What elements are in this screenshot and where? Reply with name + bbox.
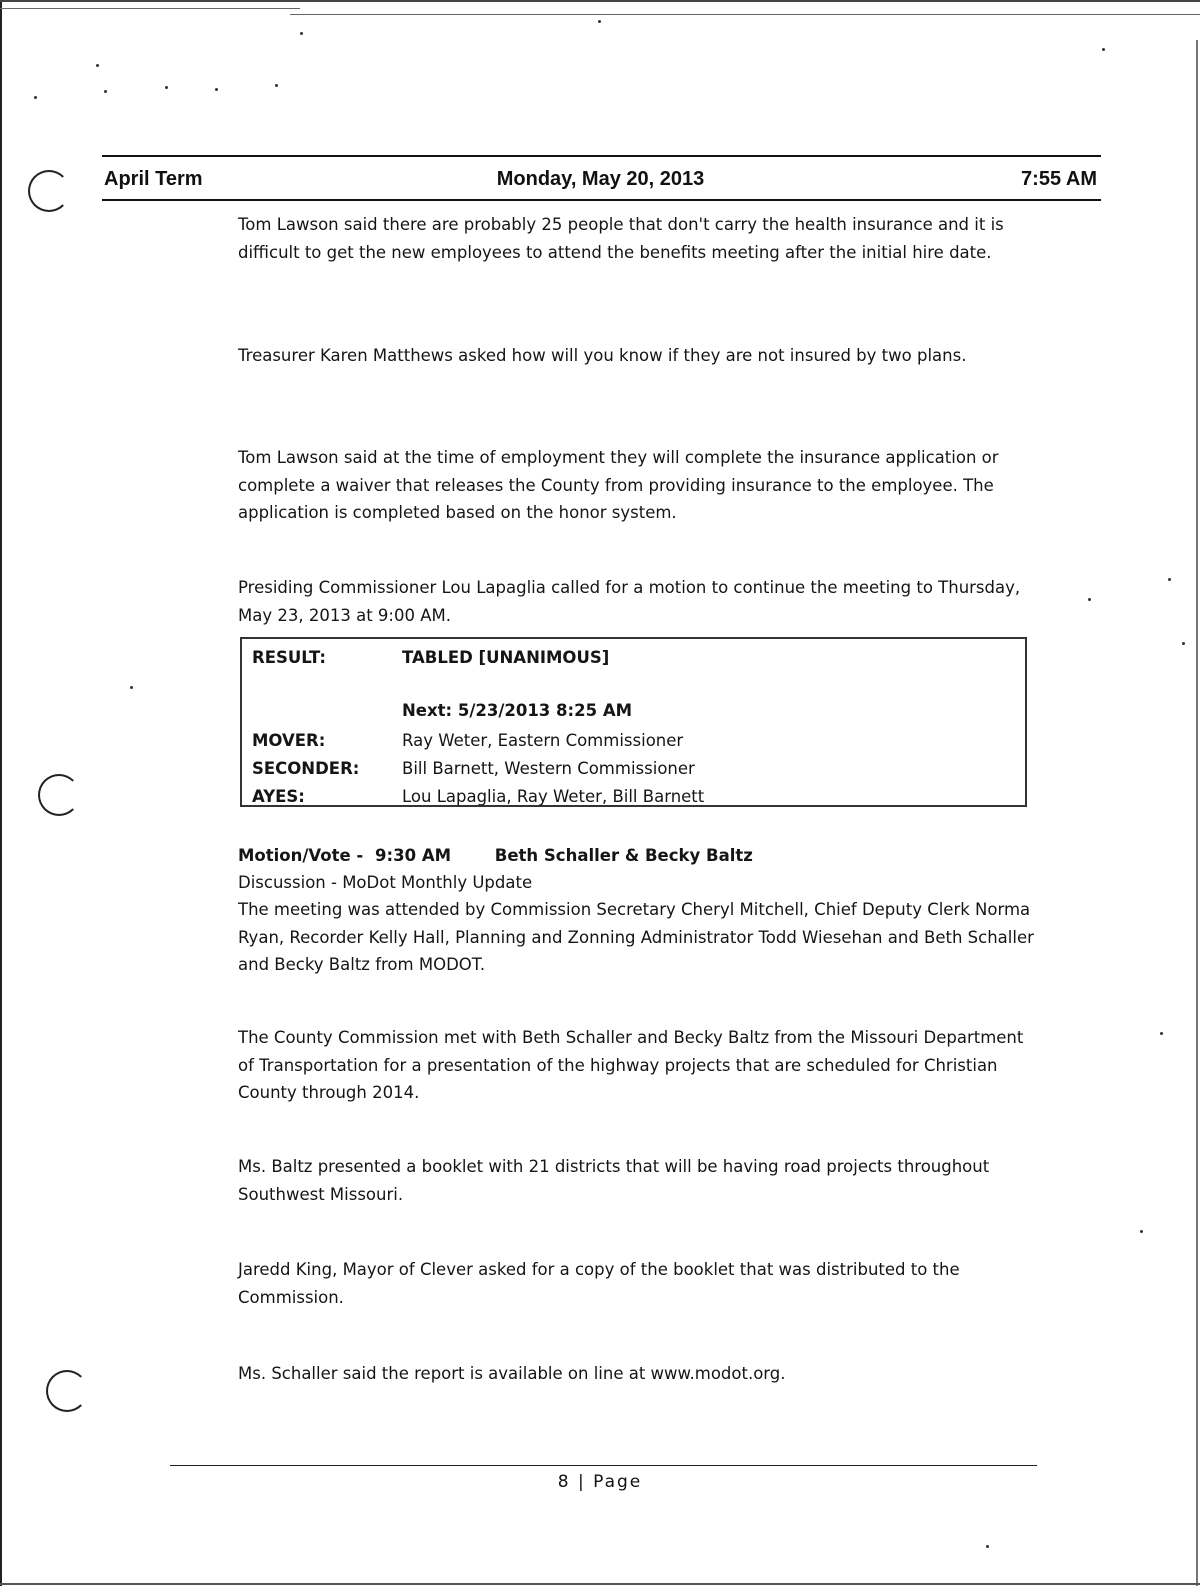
ayes-value: Lou Lapaglia, Ray Weter, Bill Barnett [402,787,705,806]
ayes-label: AYES: [252,787,305,806]
punch-hole-bottom [46,1370,88,1412]
scan-line [0,8,300,9]
paragraph-text: Treasurer Karen Matthews asked how will you know if they are not insured by two plans. [238,346,967,365]
scan-speck [1102,48,1105,51]
paragraph [238,574,1038,629]
scan-speck [300,32,303,35]
footer-rule [170,1465,1037,1466]
paragraph-text: The meeting was attended by Commission Secretary Cheryl Mitchell, Chief Deputy Clerk Norma Ryan, Recorder Kelly Hall, Planning and Zonning Administrator Todd Wiesehan and Beth Schaller and Becky Baltz from MODOT. [238,900,1034,974]
mover-label: MOVER: [252,731,326,750]
paragraph-text: Ms. Schaller said the report is available on line at www.modot.org. [238,1364,786,1383]
header-date: Monday, May 20, 2013 [496,168,705,190]
scan-border-right [1196,40,1198,1586]
scan-speck [1140,1230,1143,1233]
paragraph [238,896,1038,979]
scan-speck [34,96,37,99]
punch-hole-middle [38,774,80,816]
scan-speck [598,20,601,23]
paragraph-text: The County Commission met with Beth Schaller and Becky Baltz from the Missouri Department of Transportation for a presentation of the highway projects that are scheduled for Christian County through 2014. [238,1028,1024,1102]
paragraph-text: Presiding Commissioner Lou Lapaglia called for a motion to continue the meeting to Thursday, May 23, 2013 at 9:00 AM. [238,578,1021,625]
paragraph [238,1153,1038,1208]
discussion-text: Discussion - MoDot Monthly Update [238,873,533,892]
paragraph-text: Tom Lawson said there are probably 25 people that don't carry the health insurance and it is difficult to get the new employees to attend the benefits meeting after the initial hire date. [238,215,1004,262]
header-rule-bottom [102,199,1101,201]
scan-speck [986,1545,989,1548]
mover-value: Ray Weter, Eastern Commissioner [402,731,684,750]
scan-border-top [0,0,1200,2]
paragraph [238,444,1038,527]
scan-speck [275,84,278,87]
scan-speck [104,90,107,93]
next-meeting: Next: 5/23/2013 8:25 AM [402,701,633,720]
scan-border-bottom [0,1583,1200,1585]
scan-border-left [0,0,2,1586]
paragraph [238,342,1038,370]
scan-speck [130,686,133,689]
result-value: TABLED [UNANIMOUS] [402,648,610,667]
motion-time: 9:30 AM [375,846,452,865]
scan-speck [1088,598,1091,601]
result-label: RESULT: [252,648,326,667]
paragraph [238,1024,1038,1107]
motion-label: Motion/Vote - [238,846,364,865]
scan-speck [165,86,168,89]
scan-speck [96,64,99,67]
paragraph-text: Ms. Baltz presented a booklet with 21 districts that will be having road projects throughout Southwest Missouri. [238,1157,990,1204]
header-term: April Term [104,168,203,190]
paragraph-text: Tom Lawson said at the time of employment they will complete the insurance application or complete a waiver that releases the County from providing insurance to the employee. The application is completed based on the honor system. [238,448,999,522]
scan-speck [1182,642,1185,645]
scan-speck [1160,1032,1163,1035]
scan-speck [1168,578,1171,581]
motion-presenters: Beth Schaller & Becky Baltz [494,846,753,865]
paragraph [238,1360,1038,1388]
scan-line [290,14,1200,15]
punch-hole-top [28,170,70,212]
discussion-line [238,869,1038,897]
paragraph-text: Jaredd King, Mayor of Clever asked for a copy of the booklet that was distributed to the Commission. [238,1260,960,1307]
page-header [104,168,1097,194]
scan-speck [215,88,218,91]
seconder-label: SECONDER: [252,759,360,778]
header-time: 7:55 AM [1021,168,1097,190]
vote-result-box [240,637,1027,807]
page-number: 8 | Page [557,1472,643,1492]
header-rule-top [102,155,1101,157]
paragraph [238,211,1038,266]
paragraph [238,1256,1038,1311]
seconder-value: Bill Barnett, Western Commissioner [402,759,695,778]
motion-heading [238,842,1038,870]
